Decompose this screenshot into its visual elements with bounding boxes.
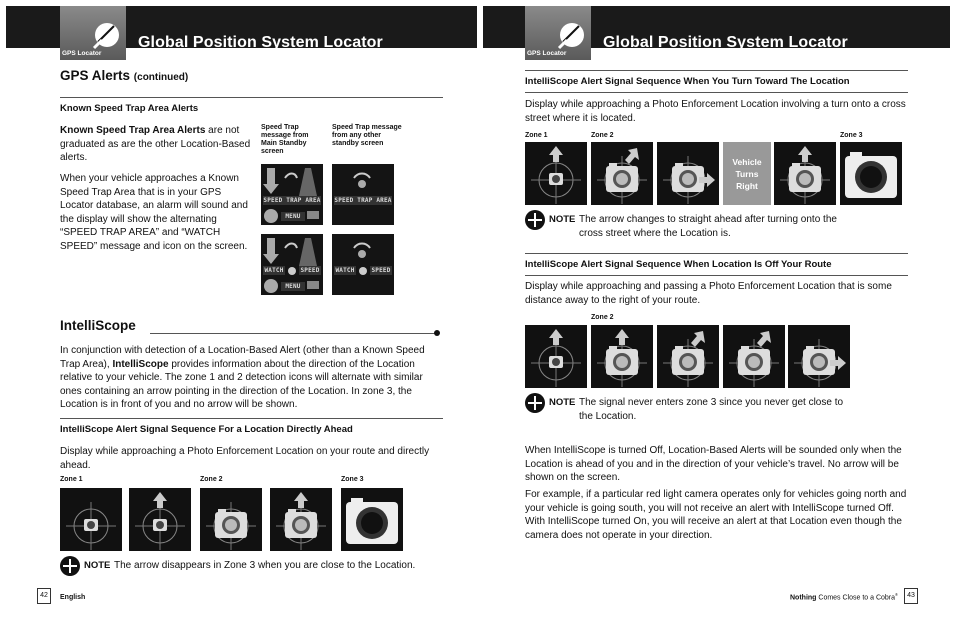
- footer-tagline: Nothing Comes Close to a Cobra®: [790, 591, 898, 601]
- off-route-subhead: IntelliScope Alert Signal Sequence When Location Is Off Your Route: [525, 253, 908, 270]
- zone-label-2: Zone 2: [591, 132, 614, 139]
- lcd-watch: WATCH: [335, 267, 355, 274]
- lcd-watch: WATCH: [264, 267, 284, 274]
- vehicle-line-1: Vehicle: [732, 157, 762, 167]
- lcd-menu: MENU: [281, 212, 305, 221]
- lcd-speed: SPEED: [300, 267, 320, 274]
- gps-locator-logo: [525, 6, 591, 60]
- vehicle-line-2: Turns: [735, 169, 759, 179]
- off-route-zone2-ur2-icon: [723, 325, 785, 388]
- satellite-dish-icon: [557, 20, 587, 50]
- note-text: The arrow changes to straight ahead after turning onto the cross street where the Location is.: [579, 214, 837, 239]
- directly-ahead-paragraph: Display while approaching a Photo Enforcement Location on your route and directly ahead.: [60, 446, 430, 471]
- caption-other-standby: Speed Trap message from any other standby screen: [332, 124, 402, 147]
- off-route-zone1-icon: [525, 325, 587, 388]
- vehicle-turns-right-box: [723, 142, 771, 205]
- known-speed-subhead: Known Speed Trap Area Alerts: [60, 97, 443, 114]
- off-paragraph-2: For example, if a particular red light camera operates only for vehicles going north and your vehicle is going south, you will not receive an alert with IntelliScope turned Off. With IntelliScope turned On, you will receive an alert at that Location even though the camera does not operate in your direction.: [525, 489, 907, 541]
- turn-zone1-icon: [525, 142, 587, 205]
- turn-zone2-straight-icon: [774, 142, 836, 205]
- page-title: Global Position System Locator: [138, 34, 383, 51]
- logo-label: GPS Locator: [527, 50, 567, 57]
- known-speed-paragraph-1: [60, 124, 254, 165]
- tagline-rest: Comes Close to a Cobra: [816, 594, 896, 601]
- intelliscope-p1-bold: IntelliScope: [112, 358, 169, 370]
- zone3-icon: [341, 488, 403, 551]
- zone2-arrow-icon: [270, 488, 332, 551]
- section-title: [60, 68, 188, 83]
- title-rule: [150, 333, 436, 334]
- turn-paragraph: Display while approaching a Photo Enforcement Location involving a turn onto a cross street where it is located.: [525, 99, 906, 124]
- note-label: NOTE: [84, 560, 111, 571]
- page-number: 43: [904, 588, 918, 604]
- lcd-speed-trap-other: [332, 164, 394, 225]
- rule-dot: [434, 330, 440, 336]
- subhead-rule: [525, 275, 908, 276]
- zone1-arrow-icon: [129, 488, 191, 551]
- section-title-text: GPS Alerts: [60, 68, 131, 83]
- tagline-bold: Nothing: [790, 594, 817, 601]
- note-icon: [525, 393, 545, 413]
- turn-zone2-right-icon: [657, 142, 719, 205]
- note-text: The signal never enters zone 3 since you never get close to the Location.: [579, 397, 844, 422]
- intelliscope-p1-start: In conjunction with detection of a Location-Based Alert (other than a Known Speed Trap Area),: [60, 345, 425, 370]
- zone-label-3: Zone 3: [840, 132, 863, 139]
- known-speed-bold: Known Speed Trap Area Alerts: [60, 125, 206, 136]
- lcd-watch-speed-main: [261, 234, 323, 295]
- lcd-watch-speed-other: [332, 234, 394, 295]
- lcd-label: SPEED TRAP AREA: [263, 197, 321, 204]
- off-route-zone2-ur-icon: [657, 325, 719, 388]
- intelliscope-title: IntelliScope: [60, 318, 136, 333]
- known-speed-rest: are not graduated as are the other Location-Based alerts.: [60, 125, 251, 163]
- zone-label-1: Zone 1: [525, 132, 548, 139]
- vehicle-line-3: Right: [736, 181, 758, 191]
- off-route-zone2-right-icon: [788, 325, 850, 388]
- zone-label-2: Zone 2: [200, 476, 223, 483]
- gps-locator-logo: [60, 6, 126, 60]
- satellite-dish-icon: [92, 20, 122, 50]
- language-label: English: [60, 594, 86, 601]
- off-route-paragraph: Display while approaching and passing a Photo Enforcement Location that is some distance away to the right of your route.: [525, 281, 892, 306]
- intelliscope-p1-rest: provides information about the direction of the Location relative to your vehicle. The zone 1 and 2 detection icons will alternate with similar ones containing an arrow pointing in the direction of the Location. In zone 3, the Location is in front of you and no arrow will be shown.: [60, 358, 423, 410]
- turn-zone3-icon: [840, 142, 902, 205]
- note-label: NOTE: [549, 214, 576, 225]
- note-text: The arrow disappears in Zone 3 when you are close to the Location.: [114, 560, 416, 571]
- section-continued: (continued): [133, 72, 189, 83]
- logo-label: GPS Locator: [62, 50, 102, 57]
- zone2-icon: [200, 488, 262, 551]
- footer-language: [60, 594, 85, 601]
- subhead-rule: [525, 92, 908, 93]
- lcd-speed: SPEED: [371, 267, 391, 274]
- caption-main-standby: Speed Trap message from Main Standby screen: [261, 124, 309, 155]
- zone-label-3: Zone 3: [341, 476, 364, 483]
- intelliscope-paragraph: [60, 344, 440, 412]
- note-label: NOTE: [549, 397, 576, 408]
- zone-label-1: Zone 1: [60, 476, 83, 483]
- off-route-zone2-icon: [591, 325, 653, 388]
- page-title: Global Position System Locator: [603, 34, 848, 51]
- turn-subhead: IntelliScope Alert Signal Sequence When You Turn Toward The Location: [525, 70, 908, 87]
- known-speed-paragraph-2: When your vehicle approaches a Known Speed Trap Area that is in your GPS Locator database, an alarm will sound and the display will show the alternating “SPEED TRAP AREA” and “WATCH SPEED” message and icon on the screen.: [60, 173, 248, 252]
- zone1-icon: [60, 488, 122, 551]
- right-page: [477, 0, 954, 644]
- lcd-menu: MENU: [281, 282, 305, 291]
- turn-zone2-icon: [591, 142, 653, 205]
- off-paragraph-1: When IntelliScope is turned Off, Location-Based Alerts will be sounded only when the Location is ahead of you and in the direction of your vehicle’s travel. No arrow will be shown on the screen.: [525, 445, 902, 483]
- note-icon: [525, 210, 545, 230]
- lcd-label: SPEED TRAP AREA: [334, 197, 392, 204]
- note-icon: [60, 556, 80, 576]
- zone-label-2: Zone 2: [591, 314, 614, 321]
- lcd-speed-trap-main: [261, 164, 323, 225]
- directly-ahead-subhead: IntelliScope Alert Signal Sequence For a Location Directly Ahead: [60, 418, 443, 435]
- page-number: 42: [37, 588, 51, 604]
